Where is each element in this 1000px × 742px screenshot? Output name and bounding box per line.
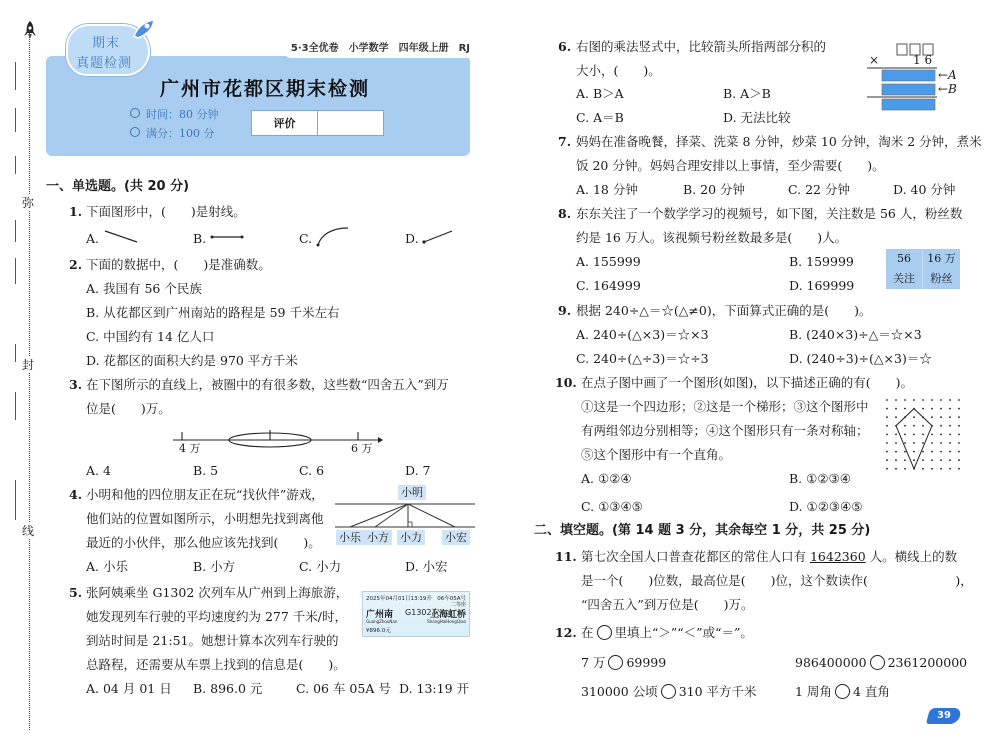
q1-option-d[interactable]: D. (405, 231, 419, 246)
q7-option-d[interactable]: D. 40 分钟 (893, 182, 956, 197)
compare-right: 310 平方千米 (678, 684, 757, 699)
badge-rocket-icon (130, 18, 156, 44)
grid-dot (922, 425, 924, 427)
q12-text-post: 里填上“＞”“＜”或“＝”。 (614, 625, 753, 640)
grid-dot (931, 459, 933, 461)
ticket-from-pinyin: GuangZhouNan (366, 619, 398, 624)
q10-text-line4: ⑤这个图形中有一个直角。 (581, 447, 732, 462)
train-ticket (362, 591, 470, 637)
grid-dot (958, 399, 960, 401)
q6-number: 6. (558, 39, 572, 54)
compare-right: 69999 (626, 655, 667, 670)
multiplier: 1 6 (913, 53, 933, 67)
grid-dot (931, 434, 933, 436)
grid-dot (895, 451, 897, 453)
q12-text-pre: 在 (581, 625, 594, 640)
q2-option-c[interactable]: C. 中国约有 14 亿人口 (86, 329, 215, 344)
q1-option-c[interactable]: C. (299, 231, 313, 246)
compare-left: 986400000 (795, 655, 867, 670)
ticket-price: ¥896.0元 (366, 628, 391, 634)
q4-option-d[interactable]: D. 小宏 (405, 559, 448, 574)
segment-figure (103, 228, 139, 244)
grid-dot (940, 442, 942, 444)
grid-dot (922, 442, 924, 444)
page-title: 广州市花都区期末检测 (160, 78, 371, 100)
grid-dot (940, 451, 942, 453)
q3-option-c[interactable]: C. 6 (299, 463, 325, 478)
grid-dot (922, 399, 924, 401)
evaluation-box (251, 110, 384, 136)
arrow-label-b: ←B (938, 82, 957, 96)
q5-option-a[interactable]: A. 04 月 01 日 (86, 681, 172, 696)
blank-line (15, 258, 16, 284)
time-label: 时间：80 分钟 (146, 108, 219, 121)
q4-option-b[interactable]: B. 小方 (193, 559, 236, 574)
grid-dot (886, 416, 888, 418)
compare-left: 7 万 (581, 655, 606, 670)
binding-label-mi: 弥 (22, 196, 35, 210)
axis-label-right: 6 万 (351, 442, 373, 455)
grid-dot (958, 451, 960, 453)
grid-dot (940, 416, 942, 418)
q7-option-b[interactable]: B. 20 分钟 (683, 182, 746, 197)
grid-dot (958, 468, 960, 470)
grid-dot (913, 459, 915, 461)
q8-option-c[interactable]: C. 164999 (576, 278, 641, 293)
ticket-to: 上海虹桥 (429, 610, 466, 620)
name-tag-xiaoli: 小力 (397, 530, 425, 545)
grid-dot (958, 434, 960, 436)
arrow-label-a: ←A (938, 68, 957, 82)
q12-text (581, 625, 753, 641)
grid-dot (913, 451, 915, 453)
q11-text-line1 (581, 549, 957, 565)
grid-dot (886, 425, 888, 427)
blank-line (15, 480, 16, 520)
grid-dot (940, 434, 942, 436)
compare-item-3 (581, 684, 757, 700)
grid-dot (886, 459, 888, 461)
compare-item-2 (795, 655, 967, 671)
blank-line (15, 220, 16, 242)
grid-dot (940, 425, 942, 427)
grid-dot (904, 468, 906, 470)
ticket-class: 二等座 (450, 602, 466, 608)
grid-dot (931, 408, 933, 410)
q3-option-b[interactable]: B. 5 (193, 463, 219, 478)
q7-option-c[interactable]: C. 22 分钟 (788, 182, 850, 197)
q3-text-line2: 位是( )万。 (86, 401, 171, 416)
axis-label-left: 4 万 (179, 442, 201, 455)
grid-dot (922, 459, 924, 461)
curve-figure (315, 225, 351, 247)
compare-left: 310000 公顷 (581, 684, 658, 699)
grid-dot (895, 434, 897, 436)
q8-option-b[interactable]: B. 159999 (789, 254, 854, 269)
grid-dot (940, 399, 942, 401)
grid-dot (922, 434, 924, 436)
badge-line2: 真题检测 (76, 56, 133, 71)
grid-dot (940, 459, 942, 461)
grid-dot (895, 408, 897, 410)
grid-dot (922, 468, 924, 470)
binding-dotted-line (29, 30, 30, 730)
grid-dot (895, 399, 897, 401)
population-number: 1642360 (809, 549, 866, 564)
q8-text-line2: 约是 16 万人。该视频号粉丝数最多是( )人。 (576, 230, 848, 245)
rocket-icon (23, 20, 37, 40)
q5-text-line1: 张阿姨乘坐 G1302 次列车从广州到上海旅游， (86, 585, 349, 600)
grid-dot (958, 459, 960, 461)
ticket-from: 广州南 (366, 610, 394, 620)
q5-option-b[interactable]: B. 896.0 元 (193, 681, 263, 696)
q8-number: 8. (558, 206, 572, 221)
blank-line (15, 62, 16, 90)
q7-text-line1: 妈妈在准备晚餐，择菜、洗菜 8 分钟，炒菜 10 分钟，淘米 2 分钟，煮米 (576, 134, 982, 149)
q9-number: 9. (558, 303, 572, 318)
q9-option-d[interactable]: D. (240÷3)÷(△×3)＝☆ (789, 351, 932, 366)
fans-label: 粉丝 (930, 272, 953, 285)
grid-dot (886, 434, 888, 436)
q10-text-line3: 有两组邻边分别相等；④这个图形只有一条对称轴； (581, 423, 869, 438)
dot-grid-figure (884, 397, 964, 475)
q1-number: 1. (69, 204, 83, 219)
q8-text-line1: 东东关注了一个数学学习的视频号，如下图，关注数是 56 人，粉丝数 (576, 206, 963, 221)
grid-dot (949, 451, 951, 453)
mult-sign: × (869, 53, 880, 67)
grid-dot (949, 459, 951, 461)
section2-title: 二、填空题。(第 14 题 3 分，其余每空 1 分，共 25 分) (534, 523, 871, 538)
binding-label-xian: 线 (22, 524, 35, 538)
grid-dot (895, 442, 897, 444)
grid-dot (949, 416, 951, 418)
grid-dot (940, 408, 942, 410)
badge-line1: 期末 (92, 36, 121, 51)
grid-dot (886, 408, 888, 410)
compare-item-1 (581, 655, 666, 671)
grid-dot (931, 442, 933, 444)
name-tag-xiaole: 小乐 (336, 530, 364, 545)
grid-dot (904, 425, 906, 427)
q3-text-line1: 在下图所示的直线上，被圈中的有很多数，这些数“四舍五入”到万 (86, 377, 449, 392)
q2-option-b[interactable]: B. 从花都区到广州南站的路程是 59 千米左右 (86, 305, 340, 320)
follow-count: 56 (886, 249, 923, 269)
q9-option-c[interactable]: C. 240÷(△÷3)＝☆÷3 (576, 351, 709, 366)
follow-label: 关注 (886, 269, 923, 289)
compare-answer-circle[interactable] (608, 655, 623, 670)
grid-dot (886, 399, 888, 401)
grid-dot (886, 451, 888, 453)
q8-option-d[interactable]: D. 169999 (789, 278, 855, 293)
grid-dot (931, 399, 933, 401)
q10-option-d[interactable]: D. ①②③④⑤ (789, 499, 863, 514)
grid-dot (913, 399, 915, 401)
q12-number: 12. (555, 625, 577, 640)
name-tag-xiaofang: 小方 (364, 530, 392, 545)
grid-dot (922, 408, 924, 410)
q5-text-line3: 到站时间是 21:51。她想计算本次列车行驶的 (86, 633, 339, 648)
ticket-seat: 06车05A号 (437, 596, 466, 602)
grid-dot (949, 442, 951, 444)
video-account-card (886, 249, 960, 289)
eval-value-field[interactable] (318, 111, 383, 135)
q11-text-post: 人。横线上的数 (865, 549, 958, 564)
grid-dot (949, 425, 951, 427)
grid-dot (913, 425, 915, 427)
q10-option-c[interactable]: C. ①③④⑤ (581, 499, 643, 514)
q3-option-a[interactable]: A. 4 (86, 463, 111, 478)
eval-label: 评价 (252, 111, 318, 135)
grid-dot (904, 442, 906, 444)
grid-dot (904, 399, 906, 401)
q6-text-line1: 右图的乘法竖式中，比较箭头所指两部分积的 (576, 39, 827, 54)
section1-title: 一、单选题。(共 20 分) (46, 179, 190, 194)
q2-number: 2. (69, 257, 83, 272)
q10-number: 10. (555, 375, 577, 390)
grid-dot (904, 459, 906, 461)
line-segment-endpoints-figure (209, 232, 245, 242)
blank-line (15, 344, 16, 362)
q7-option-a[interactable]: A. 18 分钟 (576, 182, 638, 197)
grid-dot (895, 468, 897, 470)
q1-text: 下面图形中，( )是射线。 (86, 204, 246, 219)
q7-number: 7. (558, 134, 572, 149)
score-label: 满分：100 分 (146, 127, 215, 140)
grid-dot (940, 468, 942, 470)
page-number: 39 (937, 710, 951, 721)
q4-number: 4. (69, 487, 83, 502)
series-label: 5·3全优卷 小学数学 四年级上册 RJ (290, 43, 470, 54)
grid-dot (895, 459, 897, 461)
q5-number: 5. (69, 585, 83, 600)
q5-text-line2: 她发现列车行驶的平均速度约为 277 千米/时， (86, 609, 348, 624)
q8-option-a[interactable]: A. 155999 (576, 254, 641, 269)
grid-dot (922, 451, 924, 453)
compare-answer-circle[interactable] (870, 655, 885, 670)
compare-left: 1 周角 (795, 684, 832, 699)
circle-icon (597, 625, 612, 640)
q6-option-d[interactable]: D. 无法比较 (723, 110, 791, 125)
compare-item-4 (795, 684, 890, 700)
q11-text-line3: “四舍五入”到万位是( )万。 (581, 597, 754, 612)
ticket-train: G1302次 (405, 608, 440, 617)
grid-dot (949, 468, 951, 470)
ray-figure (422, 229, 454, 245)
grid-dot (958, 408, 960, 410)
q7-text-line2: 饭 20 分钟。妈妈合理安排以上事情，至少需要( )。 (576, 158, 885, 173)
q11-text-pre: 第七次全国人口普查花都区的常住人口有 (581, 549, 810, 564)
q10-text-line2: ①这是一个四边形；②这是一个梯形；③这个图形中 (581, 399, 869, 414)
q1-option-b[interactable]: B. (193, 231, 207, 246)
q6-option-b[interactable]: B. A＞B (723, 86, 771, 101)
page-number-badge (926, 708, 962, 724)
grid-dot (958, 425, 960, 427)
q9-option-b[interactable]: B. (240×3)÷△＝☆×3 (789, 327, 922, 342)
ticket-to-pinyin: ShangHaiHongQiao (427, 619, 466, 624)
binding-label-feng: 封 (22, 358, 35, 372)
grid-dot (931, 416, 933, 418)
grid-dot (886, 468, 888, 470)
compare-answer-circle[interactable] (835, 684, 850, 699)
q10-option-a[interactable]: A. ①②④ (581, 471, 632, 486)
partner-game-figure (335, 500, 475, 530)
blank-line (15, 392, 16, 420)
ticket-date: 2025年04月01日13:19开 (366, 596, 432, 602)
compare-right: 4 直角 (852, 684, 890, 699)
grid-dot (931, 468, 933, 470)
q6-text-line2: 大小，( )。 (576, 63, 661, 78)
q9-text: 根据 240÷△＝☆(△≠0)，下面算式正确的是( )。 (576, 303, 872, 318)
q2-option-d[interactable]: D. 花都区的面积大约是 970 平方千米 (86, 353, 298, 368)
q4-text-line3: 最近的小伙伴，那么他应该先找到( )。 (86, 535, 321, 550)
q11-text-line2: 是一个( )位数，最高位是( )位，这个数读作( )， (581, 573, 973, 588)
blank-line (15, 156, 16, 174)
grid-dot (958, 416, 960, 418)
q9-option-a[interactable]: A. 240÷(△×3)＝☆×3 (576, 327, 709, 342)
q4-option-a[interactable]: A. 小乐 (86, 559, 128, 574)
check-icon (130, 127, 140, 137)
q5-text-line4: 总路程，还需要从车票上找到的信息是( )。 (86, 657, 346, 672)
q2-text: 下面的数据中，( )是准确数。 (86, 257, 271, 272)
q5-option-c[interactable]: C. 06 车 05A 号 (296, 681, 391, 696)
grid-dot (949, 408, 951, 410)
grid-dot (913, 434, 915, 436)
grid-dot (895, 416, 897, 418)
q6-option-c[interactable]: C. A＝B (576, 110, 624, 125)
grid-dot (958, 442, 960, 444)
q4-text-line1: 小明和他的四位朋友正在玩“找伙伴”游戏， (86, 487, 324, 502)
grid-dot (904, 451, 906, 453)
grid-dot (913, 416, 915, 418)
q3-number: 3. (69, 377, 83, 392)
q1-option-a[interactable]: A. (86, 231, 100, 246)
grid-dot (931, 451, 933, 453)
grid-dot (913, 442, 915, 444)
compare-right: 2361200000 (887, 655, 968, 670)
grid-dot (904, 434, 906, 436)
q10-option-b[interactable]: B. ①②③④ (789, 471, 851, 486)
grid-dot (904, 408, 906, 410)
fans-count: 16 万 (927, 252, 956, 265)
q5-option-d[interactable]: D. 13:19 开 (399, 681, 470, 696)
blank-line (15, 108, 16, 132)
q4-text-line2: 他们站的位置如图所示，小明想先找到离他 (86, 511, 324, 526)
q11-number: 11. (555, 549, 577, 564)
name-tag-xiaoming: 小明 (398, 485, 426, 500)
compare-answer-circle[interactable] (661, 684, 676, 699)
q6-option-a[interactable]: A. B＞A (576, 86, 624, 101)
name-tag-xiaohong: 小宏 (442, 530, 470, 545)
grid-dot (949, 434, 951, 436)
q3-option-d[interactable]: D. 7 (405, 463, 431, 478)
grid-dot (949, 399, 951, 401)
q10-text-line1: 在点子图中画了一个图形(如图)，以下描述正确的有( )。 (581, 375, 914, 390)
grid-dot (886, 442, 888, 444)
clock-icon (130, 108, 140, 118)
q4-option-c[interactable]: C. 小力 (299, 559, 342, 574)
q2-option-a[interactable]: A. 我国有 56 个民族 (86, 281, 202, 296)
